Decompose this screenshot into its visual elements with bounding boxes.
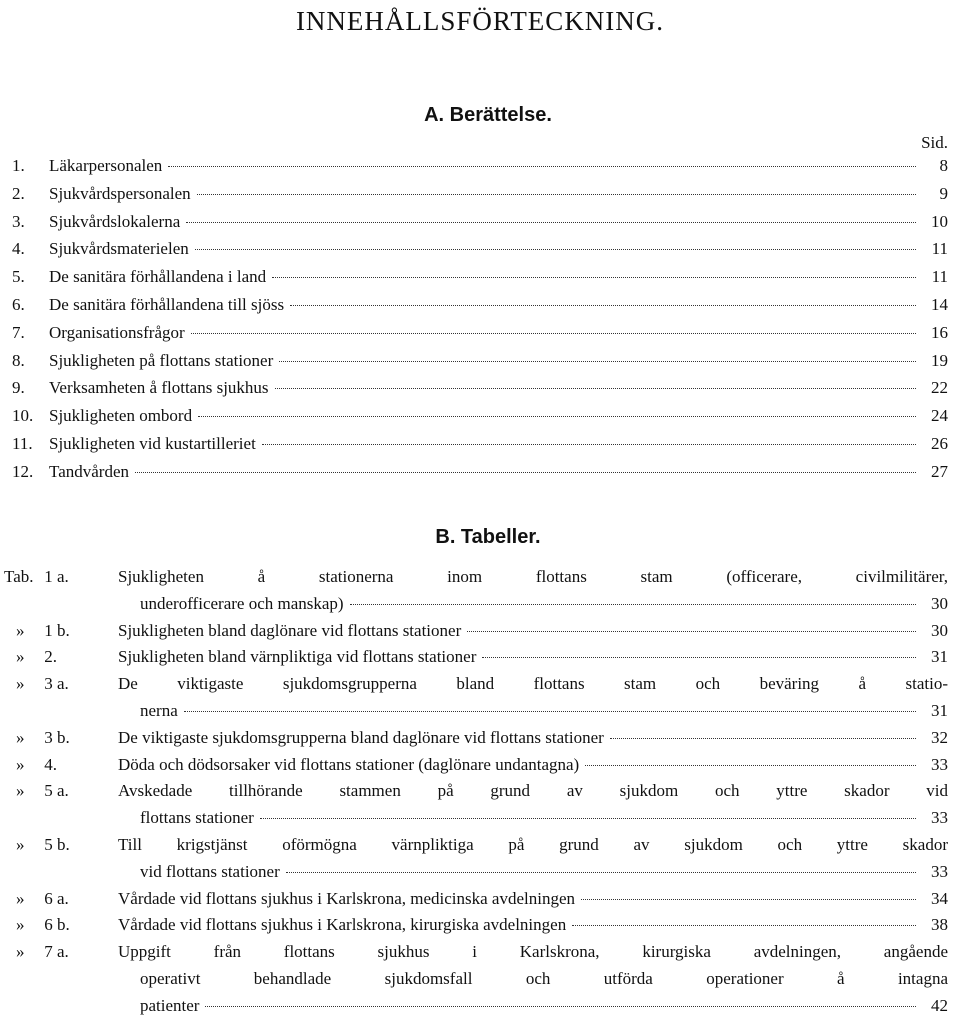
table-label	[0, 566, 116, 588]
page-column-label: Sid.	[921, 133, 948, 152]
dot-leader	[585, 765, 916, 766]
dot-leader	[279, 361, 916, 362]
entry-number: 2.	[12, 183, 25, 203]
dot-leader	[482, 657, 916, 658]
table-prefix: »	[16, 620, 25, 640]
table-prefix: »	[16, 942, 25, 962]
toc-entry	[12, 238, 948, 260]
table-number: 5 a.	[40, 781, 69, 801]
toc-entry	[12, 350, 948, 372]
entry-title: Organisationsfrågor	[49, 322, 185, 342]
toc-entry	[118, 620, 948, 642]
table-prefix: »	[16, 674, 25, 694]
toc-entry	[118, 727, 948, 749]
dot-leader	[572, 925, 916, 926]
dot-leader	[195, 249, 916, 250]
table-label	[0, 754, 116, 776]
entry-number: 11.	[12, 434, 33, 453]
entry-title-line: De viktigaste sjukdomsgrupperna bland flottans stam och beväring å statio-	[118, 674, 948, 694]
toc-entry	[118, 754, 948, 776]
entry-number: 5.	[12, 267, 25, 287]
dot-leader	[290, 305, 916, 306]
toc-entry	[140, 995, 948, 1017]
entry-page: 8	[939, 156, 948, 175]
toc-entry	[118, 914, 948, 936]
table-number: 7 a.	[40, 942, 69, 962]
table-prefix: »	[16, 727, 25, 747]
document-title: INNEHÅLLSFÖRTECKNING.	[295, 6, 665, 36]
table-number: 3 a.	[40, 674, 69, 694]
entry-title: Sjukvårdspersonalen	[49, 183, 191, 203]
toc-entry	[12, 433, 948, 455]
table-number: 6 b.	[40, 915, 70, 935]
entry-page: 31	[931, 701, 948, 720]
entry-title: Sjukligheten bland daglönare vid flottans stationer	[118, 620, 462, 640]
table-prefix: »	[16, 781, 25, 801]
toc-entry	[12, 377, 948, 399]
table-prefix: »	[16, 647, 25, 667]
entry-title: Sjukligheten vid kustartilleriet	[49, 434, 256, 453]
table-label	[0, 834, 116, 856]
table-prefix: »	[16, 754, 25, 774]
entry-number: 12.	[12, 461, 34, 481]
entry-page: 9	[939, 183, 948, 203]
dot-leader	[197, 194, 916, 195]
toc-entry	[12, 322, 948, 344]
entry-title: Vårdade vid flottans sjukhus i Karlskrona, kirurgiska avdelningen	[118, 915, 567, 935]
entry-number: 7.	[12, 322, 25, 342]
dot-leader	[610, 738, 916, 739]
entry-page: 32	[931, 727, 948, 747]
entry-title: Sjukligheten ombord	[49, 406, 193, 426]
toc-entry	[118, 646, 948, 668]
dot-leader	[262, 444, 916, 445]
table-label	[0, 727, 116, 749]
entry-title: De sanitära förhållandena till sjöss	[49, 295, 285, 314]
section-b-heading: B. Tabeller.	[435, 526, 541, 548]
dot-leader	[205, 1006, 916, 1007]
dot-leader	[184, 711, 916, 712]
entry-title: patienter	[140, 995, 200, 1015]
dot-leader	[198, 416, 916, 417]
table-prefix: »	[16, 888, 25, 908]
dot-leader	[260, 818, 916, 819]
table-number: 6 a.	[40, 888, 69, 908]
dot-leader	[275, 388, 916, 389]
entry-title-line: Sjukligheten å stationerna inom flottans stam (officerare, civilmilitärer,	[118, 567, 948, 586]
dot-leader	[467, 631, 916, 632]
entry-page: 33	[931, 808, 948, 828]
entry-title-line: Till krigstjänst oförmögna värnpliktiga på grund av sjukdom och yttre skador	[118, 835, 948, 854]
dot-leader	[286, 872, 916, 873]
entry-title-line: operativt behandlade sjukdomsfall och utförda operationer å intagna	[140, 969, 948, 988]
entry-page: 38	[931, 915, 948, 935]
table-prefix: Tab.	[4, 567, 34, 586]
table-label	[0, 914, 116, 936]
entry-title: flottans stationer	[140, 808, 254, 828]
table-number: 2.	[40, 647, 57, 667]
toc-entry	[12, 405, 948, 427]
toc-entry	[140, 861, 948, 883]
entry-page: 33	[931, 754, 948, 774]
dot-leader	[350, 604, 916, 605]
entry-page: 30	[931, 593, 948, 613]
table-label	[0, 673, 116, 695]
table-number: 3 b.	[40, 727, 70, 747]
entry-number: 3.	[12, 211, 25, 231]
entry-title: Sjukvårdsmaterielen	[49, 239, 189, 259]
entry-title: Sjukligheten bland värnpliktiga vid flottans stationer	[118, 647, 477, 667]
entry-title: Tandvården	[49, 461, 129, 481]
entry-title: nerna	[140, 701, 178, 720]
table-prefix: »	[16, 915, 25, 935]
toc-entry	[118, 888, 948, 910]
entry-page: 14	[931, 295, 948, 314]
entry-number: 9.	[12, 378, 25, 398]
table-label	[0, 780, 116, 802]
toc-entry	[140, 593, 948, 615]
entry-page: 30	[931, 620, 948, 640]
toc-entry	[12, 155, 948, 177]
table-label	[0, 941, 116, 963]
entry-title: vid flottans stationer	[140, 861, 280, 881]
entry-title: Vårdade vid flottans sjukhus i Karlskrona, medicinska avdelningen	[118, 888, 575, 908]
table-label	[0, 888, 116, 910]
entry-title: De sanitära förhållandena i land	[49, 267, 267, 287]
entry-title: Verksamheten å flottans sjukhus	[49, 378, 269, 398]
entry-title: underofficerare och manskap)	[140, 593, 344, 613]
entry-number: 8.	[12, 350, 25, 370]
entry-number: 6.	[12, 295, 25, 314]
dot-leader	[168, 166, 916, 167]
entry-page: 31	[931, 647, 948, 667]
entry-title: Döda och dödsorsaker vid flottans stationer (daglönare undantagna)	[118, 754, 580, 774]
table-number: 1 a.	[40, 567, 69, 586]
table-prefix: »	[16, 835, 25, 854]
toc-entry	[12, 294, 948, 316]
entry-page: 16	[931, 322, 948, 342]
dot-leader	[186, 222, 916, 223]
toc-entry	[12, 266, 948, 288]
entry-page: 26	[931, 434, 948, 453]
entry-title: Sjukvårdslokalerna	[49, 211, 181, 231]
table-label	[0, 646, 116, 668]
entry-number: 10.	[12, 406, 34, 426]
toc-entry	[140, 700, 948, 722]
entry-title: Sjukligheten på flottans stationer	[49, 350, 274, 370]
entry-page: 33	[931, 861, 948, 881]
toc-entry	[12, 183, 948, 205]
toc-entry	[12, 461, 948, 483]
dot-leader	[135, 472, 916, 473]
entry-title-line: Avskedade tillhörande stammen på grund av sjukdom och yttre skador vid	[118, 781, 948, 801]
entry-page: 22	[931, 378, 948, 398]
table-number: 4.	[40, 754, 57, 774]
entry-title: Läkarpersonalen	[49, 156, 163, 175]
entry-title-line: Uppgift från flottans sjukhus i Karlskrona, kirurgiska avdelningen, angående	[118, 942, 948, 962]
entry-number: 1.	[12, 156, 25, 175]
entry-page: 42	[931, 995, 948, 1015]
entry-title: De viktigaste sjukdomsgrupperna bland daglönare vid flottans stationer	[118, 727, 604, 747]
dot-leader	[581, 899, 916, 900]
dot-leader	[272, 277, 916, 278]
entry-page: 11	[931, 239, 948, 259]
table-number: 1 b.	[40, 620, 70, 640]
toc-entry	[140, 807, 948, 829]
table-label	[0, 620, 116, 642]
entry-number: 4.	[12, 239, 25, 259]
section-a-heading: A. Berättelse.	[424, 104, 552, 126]
entry-page: 24	[931, 406, 948, 426]
entry-page: 10	[931, 211, 948, 231]
dot-leader	[191, 333, 916, 334]
toc-entry	[12, 211, 948, 233]
entry-page: 27	[931, 461, 948, 481]
entry-page: 34	[931, 888, 948, 908]
entry-page: 11	[931, 267, 948, 287]
table-number: 5 b.	[40, 835, 70, 854]
entry-page: 19	[931, 350, 948, 370]
